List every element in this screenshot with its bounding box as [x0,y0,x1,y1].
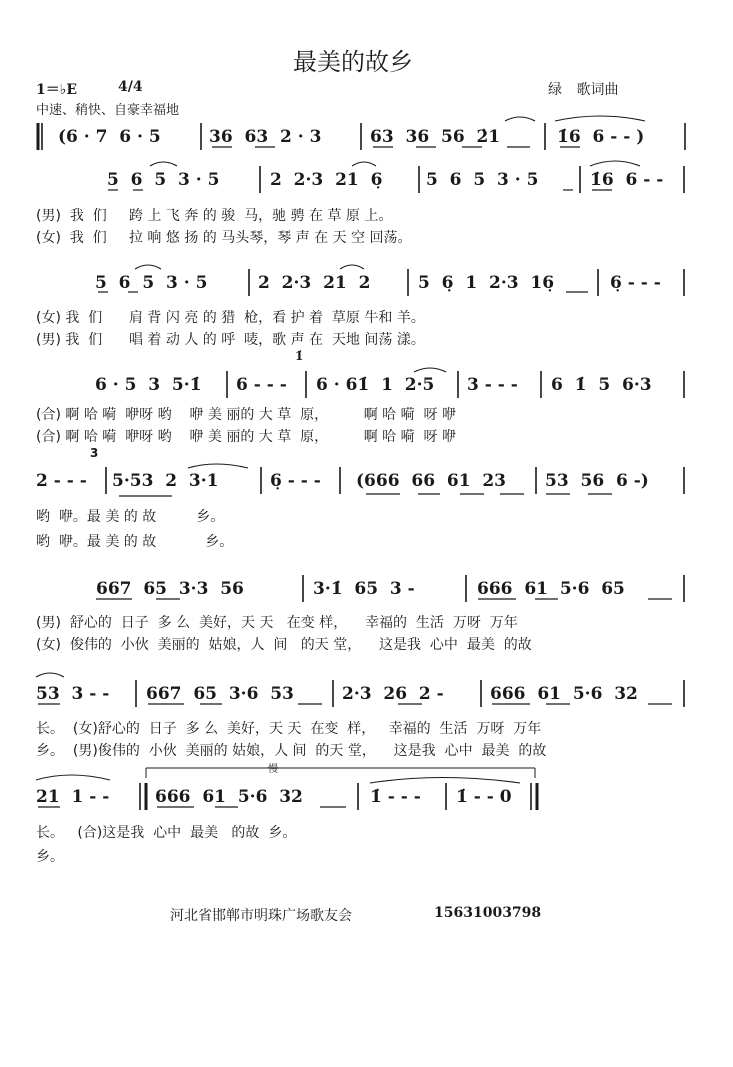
lyric-line: (女) 俊伟的 小伙 美丽的 姑娘，人 间 的天 堂， 这是我 心中 最美 的故 [36,637,532,653]
key-signature: 1＝♭E [36,82,78,98]
lyric-line: 乡。 [36,849,64,865]
measure-4-5: 6 1̇ 5 6·3 [551,375,652,395]
measure-7-1: 53 3 - - [36,684,110,704]
measure-6-3: 666 61 5·6 65 [477,579,625,599]
grace-note-mark: 1̇ [295,349,304,363]
measure-7-3: 2·3 26 2 - [342,684,444,704]
measure-2-4: 1̇6 6 - - [590,170,664,190]
measure-5-4: (666 66 61 23 [356,471,507,491]
measure-8-4: 1̇ - - 0 [456,787,512,807]
measure-6-2: 3·1̇ 65 3 - [313,579,415,599]
measure-1-1: (6 · 7 6 · 5 [58,127,161,147]
composer-credit: 绿 歌词曲 [548,82,619,98]
measure-7-4: 666 61 5·6 32 [490,684,638,704]
measure-2-2: 2 2·3 21 6̣ [270,170,383,190]
lyric-line: (男) 我 们 跨 上 飞 奔 的 骏 马，驰 骋 在 草 原 上。 [36,208,393,224]
measure-8-2: 666 61 5·6 32 [155,787,303,807]
measure-3-1: 5 6 5 3 · 5 [95,273,208,293]
tempo-mark-slow: 慢 [268,764,278,775]
lyric-line: (男) 舒心的 日子 多 么 美好，天 天 在变 样， 幸福的 生活 万呀 万年 [36,615,518,631]
measure-3-3: 5 6̣ 1 2·3 16̣ [418,273,555,293]
measure-3-4: 6̣ - - - [610,273,661,293]
measure-5-3: 6̣ - - - [270,471,321,491]
tempo-marking: 中速、稍快、自豪幸福地 [36,103,180,118]
lyric-line: (女) 我 们 肩 背 闪 亮 的 猎 枪，看 护 着 草原 牛和 羊。 [36,310,425,326]
measure-1-2: 36 63 2 · 3 [209,127,322,147]
footer-phone: 15631003798 [434,905,542,921]
measure-4-1: 6 · 5 3 5·1̇ [95,375,202,395]
lyric-line: (合) 啊 哈 嗬 咿呀 哟 咿 美 丽的 大 草 原， 啊 哈 嗬 呀 咿 [36,429,456,445]
triplet-mark: 3 [90,446,99,460]
lyric-line: (合) 啊 哈 嗬 咿呀 哟 咿 美 丽的 大 草 原， 啊 哈 嗬 呀 咿 [36,407,456,423]
measure-2-1: 5 6 5 3 · 5 [107,170,220,190]
lyric-line: 哟 咿。最 美 的 故 乡。 [36,509,225,525]
lyric-line: 长。 (女)舒心的 日子 多 么 美好，天 天 在变 样， 幸福的 生活 万呀 万年 [36,721,542,737]
measure-1-4: 1̇6 6 - - ) [557,127,645,147]
measure-4-3: 6 · 61̇ 1 2·5 [316,375,435,395]
lyric-line: (女) 我 们 拉 响 悠 扬 的 马头琴，琴 声 在 天 空 回荡。 [36,230,412,246]
time-signature: 4/4 [118,79,143,95]
footer-organization: 河北省邯郸市明珠广场歌友会 [170,908,352,924]
measure-5-2: 5·53 2 3·1 [112,471,219,491]
measure-3-2: 2 2·3 21 2 [258,273,371,293]
measure-8-1: 21 1 - - [36,787,110,807]
measure-4-4: 3 - - - [467,375,518,395]
lyric-line: 长。 (合)这是我 心中 最美 的故 乡。 [36,825,297,841]
measure-2-3: 5 6 5 3 · 5 [426,170,539,190]
measure-5-1: 2 - - - [36,471,87,491]
measure-7-2: 667 65 3·6 53 [146,684,294,704]
lyric-line: 乡。 (男)俊伟的 小伙 美丽的 姑娘，人 间 的天 堂， 这是我 心中 最美 的故 [36,743,547,759]
measure-8-3: 1̇ - - - [370,787,421,807]
measure-4-2: 6 - - - [236,375,287,395]
lyric-line: 哟 咿。最 美 的 故 乡。 [36,534,234,550]
measure-6-1: 667 65 3·3 56 [96,579,244,599]
song-title: 最美的故乡 [293,48,413,76]
measure-5-5: 53 56 6 -) [545,471,649,491]
measure-1-3: 63 36 56 2̇1 [370,127,501,147]
lyric-line: (男) 我 们 唱 着 动 人 的 呼 唛，歌 声 在 天地 间荡 漾。 [36,332,425,348]
